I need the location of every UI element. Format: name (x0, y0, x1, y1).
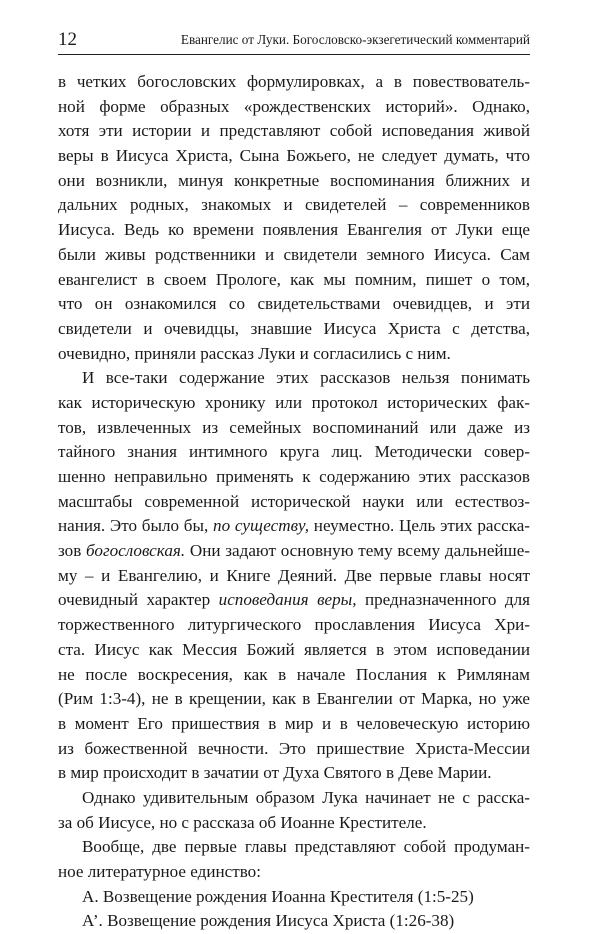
text-line: И все-таки содержание этих рассказов нельзя понимать (82, 368, 530, 388)
text-run: зов (58, 541, 87, 561)
text-line: дальних родных, знакомых и свидетелей – современников (58, 195, 530, 215)
text-line: в момент Его пришествия в мир и в человеческую историю (58, 713, 530, 733)
text-line: (Рим 1:3-4), не в крещении, как в Евангелии от Марка, но уже (58, 689, 530, 709)
italic-emphasis: богословская. (86, 541, 186, 561)
text-line: они возникли, минуя конкретные воспоминания ближних и (58, 170, 530, 190)
text-line: из божественной вечности. Это пришествие Христа-Мессии (58, 738, 530, 758)
text-line: му – и Евангелию, и Книге Деяний. Две первые главы носят (58, 565, 530, 585)
text-line: торжественного литургического прославления Иисуса Хри- (58, 615, 530, 635)
text-line: не после воскресения, как в начале Послания к Римлянам (58, 664, 530, 684)
outline-item: А’. Возвещение рождения Иисуса Христа (1:26-38) (82, 911, 455, 931)
text-line: как историческую хронику или протокол исторических фак- (58, 392, 530, 412)
italic-emphasis: по существу, (213, 516, 310, 536)
text-line: шенно неправильно применять к содержанию этих рассказов (58, 467, 530, 486)
running-title: Евангелис от Луки. Богословско-экзегетический комментарий (180, 32, 530, 47)
text-line: за об Иисусе, но с рассказа об Иоанне Крестителе. (58, 812, 427, 832)
text-line: что он ознакомился со свидетельствами очевидцев, и эти (58, 294, 530, 314)
page-number: 12 (58, 29, 77, 50)
italic-emphasis: исповедания веры, (218, 590, 357, 610)
outline-item: А. Возвещение рождения Иоанна Крестителя (1:5-25) (82, 886, 474, 906)
text-line: веры в Иисуса Христа, Сына Божьего, не следует думать, что (58, 146, 530, 166)
text-line: масштабы современной исторической науки или естествоз- (58, 491, 530, 511)
text-line (58, 514, 530, 539)
text-line: Иисуса. Ведь ко времени появления Евангелия от Луки еще (58, 220, 530, 240)
text-line: очевидно, приняли рассказ Луки и согласились с ним. (58, 343, 451, 363)
text-line: хотя эти истории и представляют собой исповедания живой (58, 121, 530, 141)
page-body (58, 70, 530, 934)
text-line: ное литературное единство: (58, 862, 261, 881)
text-line: Однако удивительным образом Лука начинает не с расска- (82, 787, 530, 807)
text-run: нания. Это было бы, (58, 516, 214, 536)
text-line: ной форме образных «рождественских историй». Однако, (58, 96, 530, 116)
text-line (58, 588, 530, 613)
text-line: евангелист в своем Прологе, как мы помним, пишет о том, (58, 269, 530, 289)
text-line: в мир происходит в зачатии от Духа Святого в Деве Марии. (58, 763, 492, 783)
text-line (58, 539, 530, 564)
text-line: тов, извлеченных из семейных воспоминаний или даже из (58, 417, 530, 437)
text-line: ста. Иисус как Мессия Божий является в этом исповедании (58, 639, 530, 659)
text-line: в четких богословских формулировках, а в повествователь- (58, 72, 530, 91)
text-line: тайного знания интимного круга лиц. Методически совер- (58, 442, 530, 462)
text-run: Они задают основную тему всему дальнейше- (185, 541, 531, 561)
text-line: были живы родственники и свидетели земного Иисуса. Сам (58, 244, 530, 264)
text-run: неуместно. Цель этих расска- (309, 516, 530, 536)
text-run: предназначенного для (356, 590, 530, 610)
text-line: Вообще, две первые главы представляют собой продуман- (82, 837, 530, 857)
running-header (58, 28, 530, 55)
text-line: свидетели и очевидцы, знавшие Иисуса Христа с детства, (58, 318, 530, 338)
text-run: очевидный характер (58, 590, 219, 610)
